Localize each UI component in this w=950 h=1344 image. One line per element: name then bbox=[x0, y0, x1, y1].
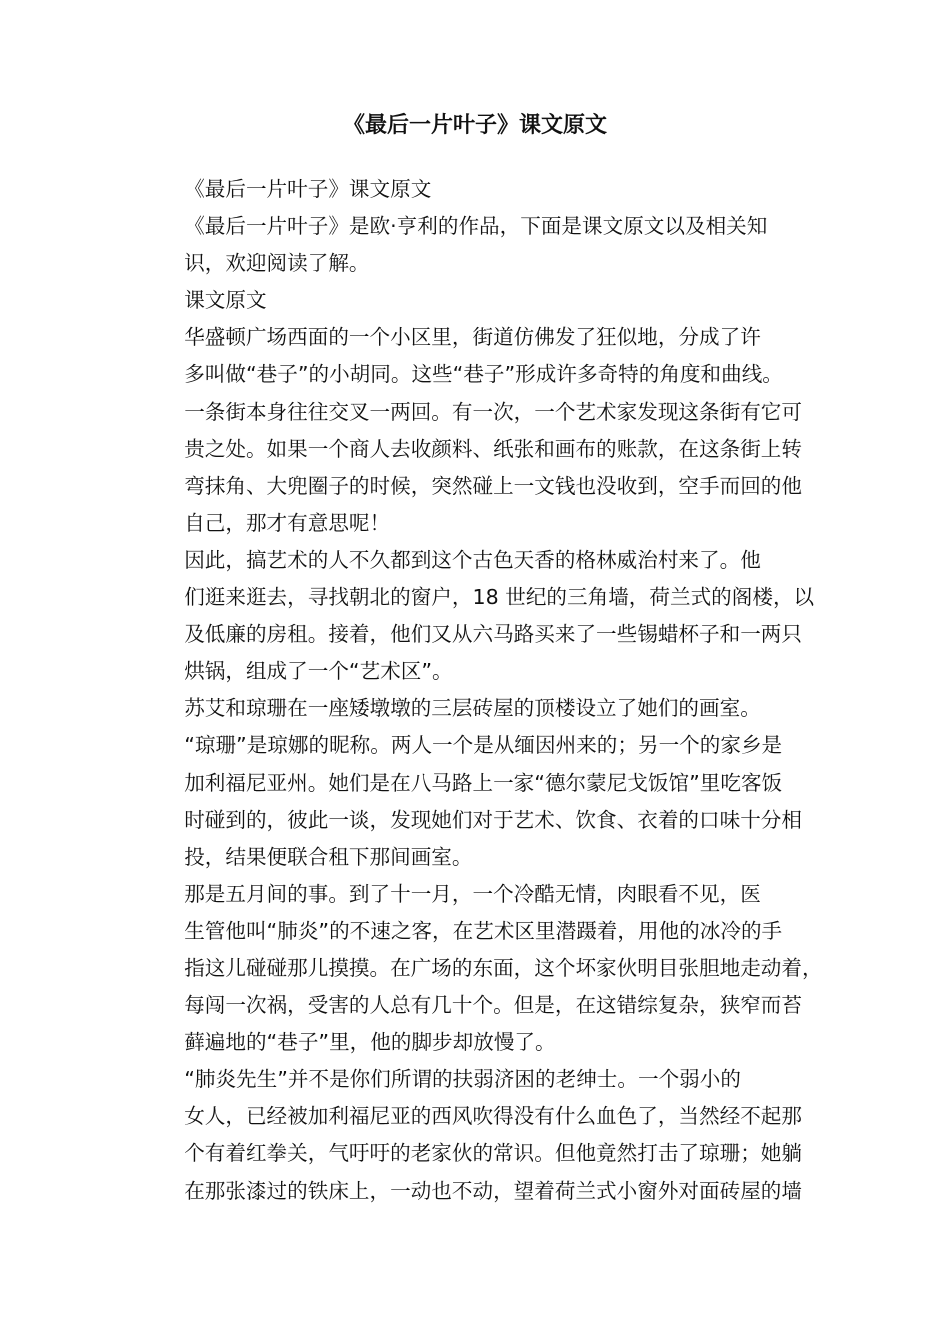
paragraph-line: 弯抹角、大兜圈子的时候，突然碰上一文钱也没收到，空手而回的他 bbox=[184, 473, 802, 498]
paragraph-line: 课文原文 bbox=[184, 288, 267, 313]
paragraph-line: 自己，那才有意思呢！ bbox=[184, 510, 391, 535]
paragraph-line: “琼珊”是琼娜的昵称。两人一个是从缅因州来的；另一个的家乡是 bbox=[184, 733, 783, 758]
paragraph-line: 识，欢迎阅读了解。 bbox=[184, 251, 370, 276]
paragraph-line: 们逛来逛去，寻找朝北的窗户，18 世纪的三角墙，荷兰式的阁楼，以 bbox=[184, 585, 815, 610]
paragraph-line: 《最后一片叶子》课文原文 bbox=[184, 177, 432, 201]
paragraph-line: “肺炎先生”并不是你们所谓的扶弱济困的老绅士。一个弱小的 bbox=[184, 1067, 741, 1092]
document-body bbox=[143, 171, 831, 1210]
paragraph bbox=[143, 1061, 831, 1209]
paragraph-line: 苏艾和琼珊在一座矮墩墩的三层砖屋的顶楼设立了她们的画室。 bbox=[184, 696, 761, 721]
paragraph-line: 指这儿碰碰那儿摸摸。在广场的东面，这个坏家伙明目张胆地走动着， bbox=[184, 955, 823, 980]
paragraph-line: 投，结果便联合租下那间画室。 bbox=[184, 844, 473, 869]
paragraph bbox=[143, 542, 831, 690]
paragraph-line: 在那张漆过的铁床上，一动也不动，望着荷兰式小窗外对面砖屋的墙 bbox=[184, 1178, 802, 1203]
paragraph-line: 及低廉的房租。接着，他们又从六马路买来了一些锡蜡杯子和一两只 bbox=[184, 622, 802, 647]
paragraph-line: 时碰到的，彼此一谈，发现她们对于艺术、饮食、衣着的口味十分相 bbox=[184, 807, 802, 832]
paragraph-line: 《最后一片叶子》是欧·亨利的作品，下面是课文原文以及相关知 bbox=[184, 214, 768, 239]
document-title: 《最后一片叶子》课文原文 bbox=[342, 113, 607, 138]
paragraph bbox=[143, 171, 831, 208]
paragraph-line: 一条街本身往往交叉一两回。有一次，一个艺术家发现这条街有它可 bbox=[184, 399, 802, 424]
paragraph-line: 每闯一次祸，受害的人总有几十个。但是，在这错综复杂，狭窄而苔 bbox=[184, 993, 802, 1018]
paragraph-line: 藓遍地的“巷子”里，他的脚步却放慢了。 bbox=[184, 1030, 556, 1055]
paragraph-line: 个有着红拳关，气吁吁的老家伙的常识。但他竟然打击了琼珊；她躺 bbox=[184, 1141, 802, 1166]
paragraph-line: 因此，搞艺术的人不久都到这个古色天香的格林威治村来了。他 bbox=[184, 547, 761, 572]
paragraph bbox=[143, 282, 831, 319]
paragraph bbox=[143, 876, 831, 1061]
paragraph-line: 那是五月间的事。到了十一月，一个冷酷无情，肉眼看不见，医 bbox=[184, 881, 761, 906]
paragraph-line: 加利福尼亚州。她们是在八马路上一家“德尔蒙尼戈饭馆”里吃客饭 bbox=[184, 770, 783, 795]
paragraph-line: 女人，已经被加利福尼亚的西风吹得没有什么血色了，当然经不起那 bbox=[184, 1104, 802, 1129]
paragraph-line: 生管他叫“肺炎”的不速之客，在艺术区里潜蹑着，用他的冰冷的手 bbox=[184, 918, 783, 943]
paragraph-line: 贵之处。如果一个商人去收颜料、纸张和画布的账款，在这条街上转 bbox=[184, 436, 802, 461]
paragraph bbox=[143, 690, 831, 875]
paragraph bbox=[143, 208, 831, 282]
paragraph-line: 华盛顿广场西面的一个小区里，街道仿佛发了狂似地，分成了许 bbox=[184, 325, 761, 350]
paragraph-line: 烘锅，组成了一个“艺术区”。 bbox=[184, 659, 453, 684]
paragraph-line: 多叫做“巷子”的小胡同。这些“巷子”形成许多奇特的角度和曲线。 bbox=[184, 362, 783, 387]
paragraph bbox=[143, 319, 831, 542]
